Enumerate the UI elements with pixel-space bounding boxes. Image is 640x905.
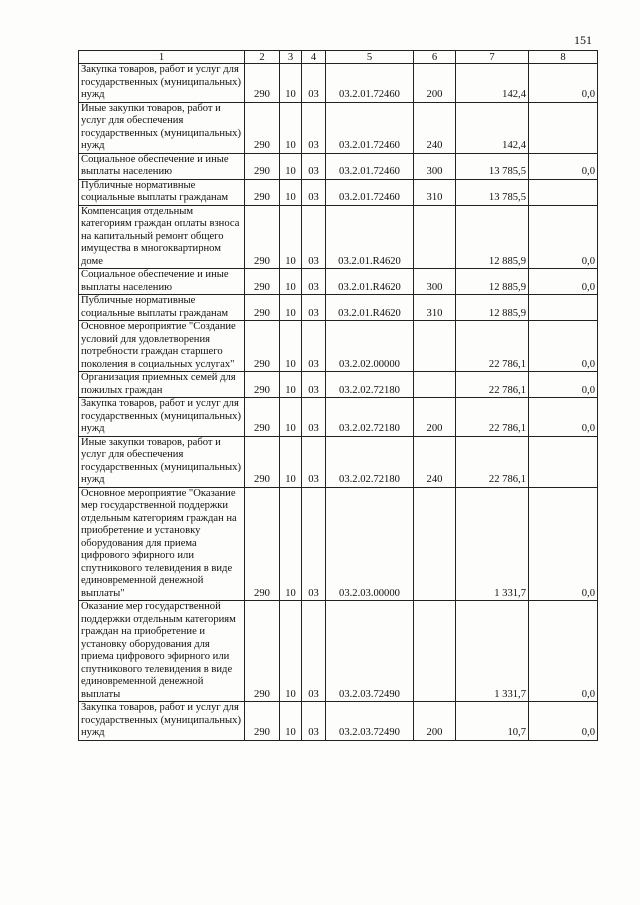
table-row (79, 436, 598, 487)
cell-expense-type (414, 372, 456, 398)
cell-expense-type: 310 (414, 295, 456, 321)
cell-section: 10 (280, 64, 302, 103)
row-name: Социальное обеспечение и иные выплаты населению (79, 153, 245, 179)
cell-amount-2: 0,0 (529, 321, 598, 372)
page-number: 151 (574, 33, 592, 47)
row-name: Публичные нормативные социальные выплаты гражданам (79, 295, 245, 321)
cell-amount: 22 786,1 (456, 436, 529, 487)
cell-admin-code: 290 (245, 179, 280, 205)
cell-section: 10 (280, 179, 302, 205)
cell-amount-2 (529, 102, 598, 153)
cell-section: 10 (280, 269, 302, 295)
cell-section: 10 (280, 102, 302, 153)
cell-target-article: 03.2.02.00000 (326, 321, 414, 372)
cell-amount-2: 0,0 (529, 269, 598, 295)
cell-amount-2 (529, 295, 598, 321)
cell-amount: 1 331,7 (456, 487, 529, 601)
row-name: Закупка товаров, работ и услуг для государственных (муниципальных) нужд (79, 64, 245, 103)
table-row (79, 372, 598, 398)
cell-subsection: 03 (302, 269, 326, 295)
cell-subsection: 03 (302, 601, 326, 702)
cell-admin-code: 290 (245, 702, 280, 741)
cell-admin-code: 290 (245, 295, 280, 321)
cell-expense-type: 240 (414, 102, 456, 153)
cell-expense-type (414, 601, 456, 702)
cell-target-article: 03.2.01.72460 (326, 153, 414, 179)
row-name: Публичные нормативные социальные выплаты гражданам (79, 179, 245, 205)
cell-admin-code: 290 (245, 205, 280, 269)
cell-amount: 22 786,1 (456, 372, 529, 398)
cell-target-article: 03.2.01.R4620 (326, 269, 414, 295)
cell-amount-2: 0,0 (529, 702, 598, 741)
table-row (79, 102, 598, 153)
cell-admin-code: 290 (245, 64, 280, 103)
row-name: Компенсация отдельным категориям граждан оплаты взноса на капитальный ремонт общего имущества в многоквартирном доме (79, 205, 245, 269)
cell-amount: 1 331,7 (456, 601, 529, 702)
cell-expense-type: 200 (414, 398, 456, 437)
cell-target-article: 03.2.02.72180 (326, 372, 414, 398)
cell-subsection: 03 (302, 102, 326, 153)
cell-admin-code: 290 (245, 153, 280, 179)
cell-amount: 142,4 (456, 102, 529, 153)
cell-amount: 13 785,5 (456, 153, 529, 179)
cell-expense-type: 200 (414, 702, 456, 741)
column-header: 1 (79, 51, 245, 64)
row-name: Основное мероприятие "Оказание мер государственной поддержки отдельным категориям граждан на приобретение и установку оборудования для приема цифрового эфирного или спутникового телевидения в виде единовременной денежной выплаты" (79, 487, 245, 601)
cell-admin-code: 290 (245, 398, 280, 437)
table-row (79, 295, 598, 321)
cell-subsection: 03 (302, 321, 326, 372)
column-header: 6 (414, 51, 456, 64)
cell-amount-2: 0,0 (529, 153, 598, 179)
cell-subsection: 03 (302, 153, 326, 179)
row-name: Иные закупки товаров, работ и услуг для обеспечения государственных (муниципальных) нужд (79, 436, 245, 487)
cell-admin-code: 290 (245, 601, 280, 702)
cell-target-article: 03.2.03.72490 (326, 601, 414, 702)
row-name: Иные закупки товаров, работ и услуг для обеспечения государственных (муниципальных) нужд (79, 102, 245, 153)
cell-section: 10 (280, 436, 302, 487)
row-name: Социальное обеспечение и иные выплаты населению (79, 269, 245, 295)
cell-subsection: 03 (302, 372, 326, 398)
cell-target-article: 03.2.02.72180 (326, 398, 414, 437)
column-header: 8 (529, 51, 598, 64)
row-name: Закупка товаров, работ и услуг для государственных (муниципальных) нужд (79, 702, 245, 741)
cell-admin-code: 290 (245, 269, 280, 295)
row-name: Основное мероприятие "Создание условий для удовлетворения потребности граждан старшего поколения в социальных услугах" (79, 321, 245, 372)
cell-section: 10 (280, 153, 302, 179)
cell-target-article: 03.2.01.R4620 (326, 295, 414, 321)
cell-amount: 12 885,9 (456, 205, 529, 269)
row-name: Оказание мер государственной поддержки отдельным категориям граждан на приобретение и установку оборудования для приема цифрового эфирного или спутникового телевидения в виде единовременной денежной выплаты (79, 601, 245, 702)
budget-table (78, 50, 598, 741)
cell-admin-code: 290 (245, 436, 280, 487)
cell-target-article: 03.2.01.72460 (326, 102, 414, 153)
cell-subsection: 03 (302, 205, 326, 269)
cell-section: 10 (280, 398, 302, 437)
cell-subsection: 03 (302, 295, 326, 321)
cell-expense-type: 200 (414, 64, 456, 103)
cell-amount-2 (529, 436, 598, 487)
table-header-row (79, 51, 598, 64)
column-header: 7 (456, 51, 529, 64)
table-row (79, 153, 598, 179)
cell-subsection: 03 (302, 64, 326, 103)
cell-amount-2: 0,0 (529, 205, 598, 269)
cell-amount-2: 0,0 (529, 601, 598, 702)
cell-amount-2: 0,0 (529, 372, 598, 398)
table-row (79, 398, 598, 437)
cell-target-article: 03.2.02.72180 (326, 436, 414, 487)
cell-amount-2: 0,0 (529, 398, 598, 437)
cell-amount: 12 885,9 (456, 295, 529, 321)
column-header: 3 (280, 51, 302, 64)
cell-section: 10 (280, 601, 302, 702)
cell-expense-type (414, 487, 456, 601)
table-row (79, 179, 598, 205)
cell-expense-type: 300 (414, 153, 456, 179)
cell-section: 10 (280, 295, 302, 321)
cell-amount-2 (529, 179, 598, 205)
cell-admin-code: 290 (245, 102, 280, 153)
cell-amount-2: 0,0 (529, 487, 598, 601)
cell-admin-code: 290 (245, 321, 280, 372)
cell-amount: 12 885,9 (456, 269, 529, 295)
table-row (79, 487, 598, 601)
column-header: 2 (245, 51, 280, 64)
cell-target-article: 03.2.01.72460 (326, 179, 414, 205)
table-row (79, 601, 598, 702)
cell-expense-type (414, 205, 456, 269)
cell-amount: 22 786,1 (456, 398, 529, 437)
cell-amount: 10,7 (456, 702, 529, 741)
cell-target-article: 03.2.03.72490 (326, 702, 414, 741)
table-row (79, 269, 598, 295)
cell-subsection: 03 (302, 179, 326, 205)
cell-target-article: 03.2.01.R4620 (326, 205, 414, 269)
row-name: Закупка товаров, работ и услуг для государственных (муниципальных) нужд (79, 398, 245, 437)
cell-subsection: 03 (302, 487, 326, 601)
cell-expense-type (414, 321, 456, 372)
cell-amount: 13 785,5 (456, 179, 529, 205)
cell-expense-type: 300 (414, 269, 456, 295)
cell-expense-type: 310 (414, 179, 456, 205)
cell-section: 10 (280, 205, 302, 269)
cell-amount: 142,4 (456, 64, 529, 103)
column-header: 4 (302, 51, 326, 64)
column-header: 5 (326, 51, 414, 64)
table-row (79, 64, 598, 103)
cell-subsection: 03 (302, 702, 326, 741)
cell-section: 10 (280, 372, 302, 398)
table-row (79, 205, 598, 269)
table-row (79, 321, 598, 372)
cell-amount: 22 786,1 (456, 321, 529, 372)
row-name: Организация приемных семей для пожилых граждан (79, 372, 245, 398)
cell-admin-code: 290 (245, 487, 280, 601)
cell-amount-2: 0,0 (529, 64, 598, 103)
cell-admin-code: 290 (245, 372, 280, 398)
cell-target-article: 03.2.03.00000 (326, 487, 414, 601)
cell-expense-type: 240 (414, 436, 456, 487)
cell-section: 10 (280, 321, 302, 372)
cell-target-article: 03.2.01.72460 (326, 64, 414, 103)
cell-section: 10 (280, 487, 302, 601)
cell-subsection: 03 (302, 398, 326, 437)
cell-subsection: 03 (302, 436, 326, 487)
cell-section: 10 (280, 702, 302, 741)
table-row (79, 702, 598, 741)
